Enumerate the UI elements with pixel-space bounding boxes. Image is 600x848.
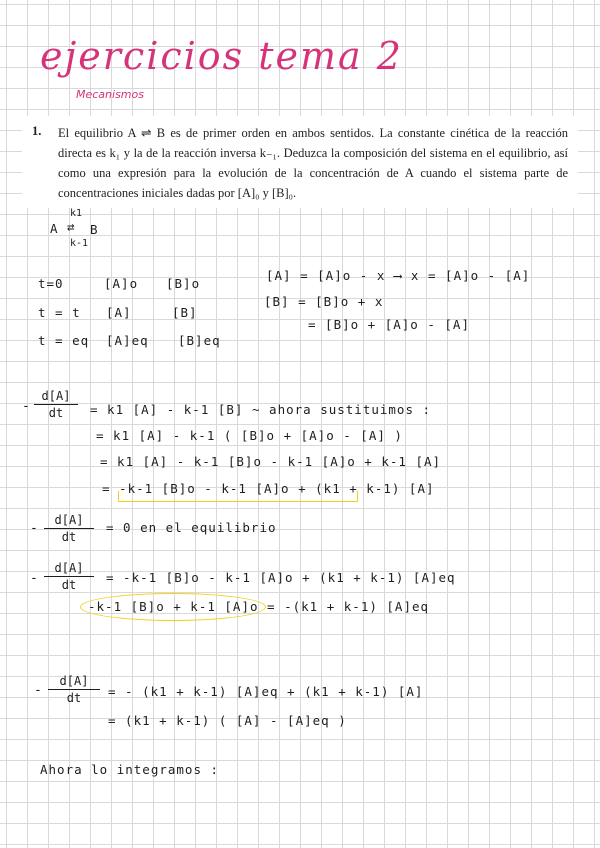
page-title: ejercicios tema 2 [40,34,403,78]
equilibrium2-denominator: dt [61,578,77,592]
relation-b-substituted: = [B]o + [A]o - [A] [308,317,470,332]
final-denominator: dt [66,691,82,705]
table-b-eq: [B]eq [178,333,221,348]
table-time-t: t = t [38,305,81,320]
rate-constant-forward: k1 [70,208,83,219]
product-b: B [90,222,99,237]
rate-numerator: d[A] [41,389,71,403]
equilibrium2-numerator: d[A] [54,561,84,575]
rate-line-3: = k1 [A] - k-1 [B]o - k-1 [A]o + k-1 [A] [100,454,442,469]
table-b-0: [B]o [166,276,201,291]
minus-sign: - [30,521,38,536]
highlight-ellipse [80,593,266,621]
page-subtitle: Mecanismos [76,88,144,101]
table-a-0: [A]o [104,276,139,291]
rate-line-4: = -k-1 [B]o - k-1 [A]o + (k1 + k-1) [A] [102,481,435,496]
equilibrium2-fraction [44,561,94,592]
problem-text: El equilibrio A ⇌ B es de primer orden en ambos sentidos. La constante cinética de la reacción directa es k₁ y la de la reacción inversa k₋₁. Deduzca la composición del sistema en el equilibrio, así como una expresión para la evolución de la concentración de A cuando el sistema parte de concentraciones iniciales dadas por [A]₀ y [B]₀. [58,126,568,200]
rate-line-2: = k1 [A] - k-1 ( [B]o + [A]o - [A] ) [96,428,403,443]
table-time-0: t=0 [38,276,64,291]
relation-b: [B] = [B]o + x [264,294,384,309]
table-a-t: [A] [106,305,132,320]
equilibrium2-line-2: -k-1 [B]o + k-1 [A]o = -(k1 + k-1) [A]eq [88,599,430,614]
equilibrium2-line-1: = -k-1 [B]o - k-1 [A]o + (k1 + k-1) [A]eq [106,570,456,585]
problem-number: 1. [32,124,42,138]
equilibrium-arrows: ⇄ [67,219,76,234]
final-fraction [48,674,100,705]
relation-a: [A] = [A]o - x ⟶ x = [A]o - [A] [266,268,531,283]
rate-denominator: dt [48,406,64,420]
equilibrium-statement: = 0 en el equilibrio [106,520,277,535]
equilibrium-numerator: d[A] [54,513,84,527]
minus-sign: - [22,399,30,414]
final-line-1: = - (k1 + k-1) [A]eq + (k1 + k-1) [A] [108,684,424,699]
minus-sign: - [34,683,42,698]
rate-fraction [34,389,78,420]
highlight-underline [118,491,358,502]
equilibrium-denominator: dt [61,530,77,544]
table-time-eq: t = eq [38,333,90,348]
rate-line-1: = k1 [A] - k-1 [B] ~ ahora sustituimos : [90,402,432,417]
table-a-eq: [A]eq [106,333,149,348]
equilibrium-fraction [44,513,94,544]
minus-sign: - [30,571,38,586]
reactant-a: A [50,221,59,236]
final-line-2: = (k1 + k-1) ( [A] - [A]eq ) [108,713,347,728]
final-numerator: d[A] [59,674,89,688]
rate-constant-reverse: k-1 [70,238,89,249]
problem-statement [22,116,578,208]
table-b-t: [B] [172,305,198,320]
closing-note: Ahora lo integramos : [40,762,220,777]
